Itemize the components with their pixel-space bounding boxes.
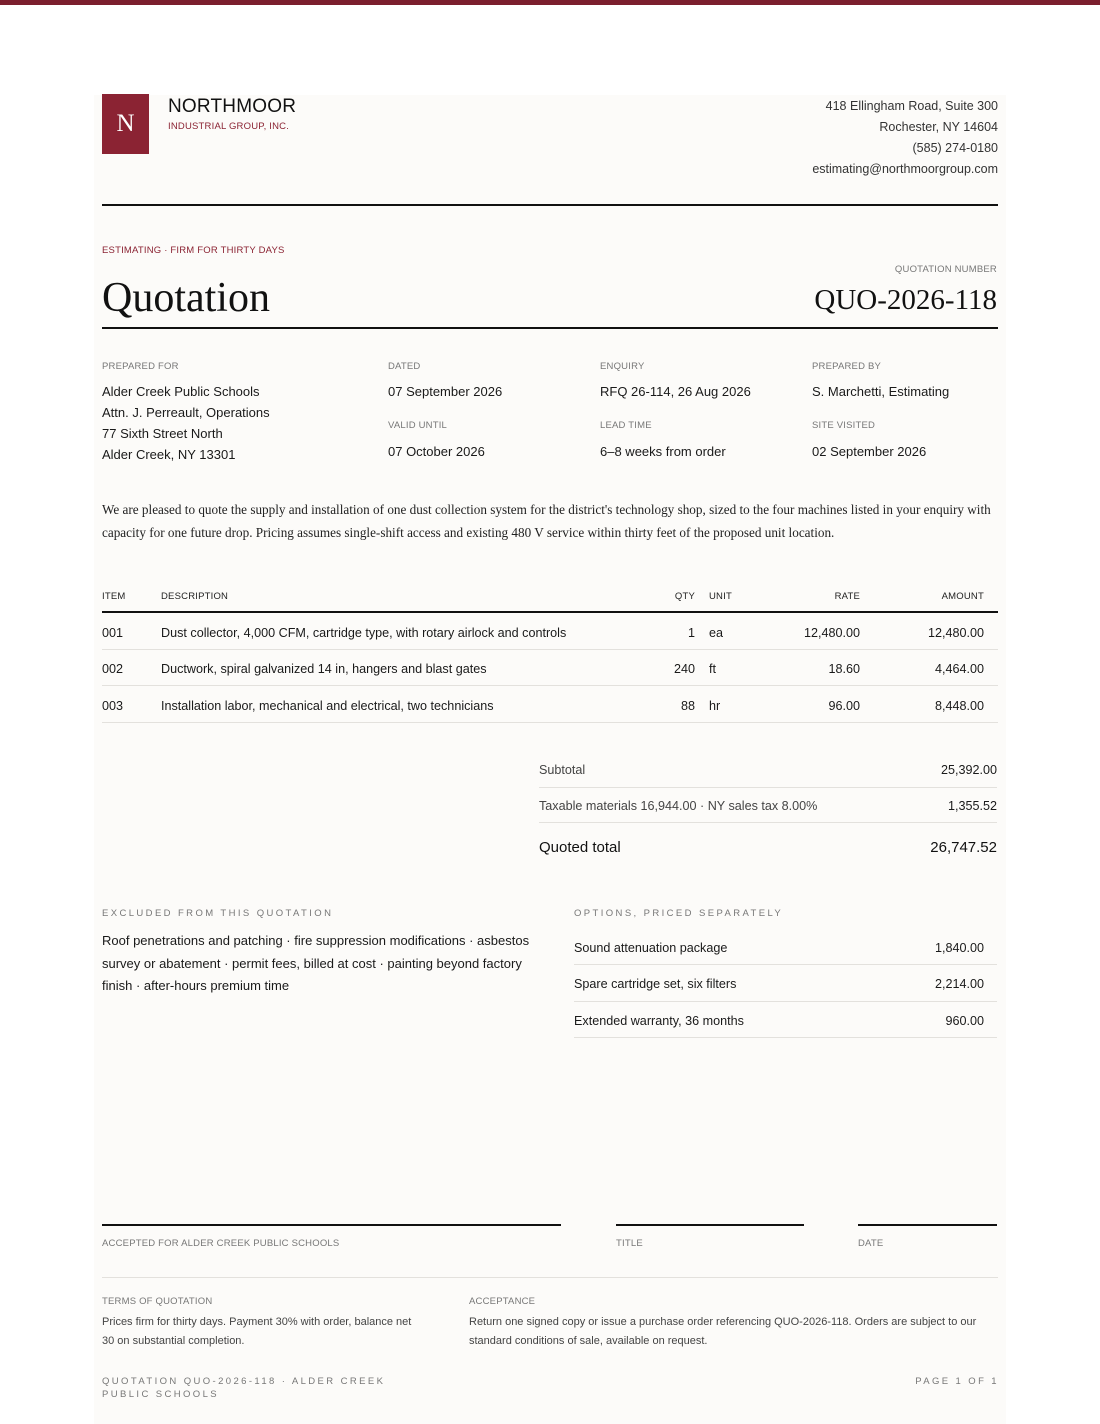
- acceptance-line: Return one signed copy or issue a purchase order referencing QUO-2026-118. Orders are subject to our: [469, 1316, 977, 1328]
- exclusions-label: EXCLUDED FROM THIS QUOTATION: [102, 908, 334, 919]
- client-city: Alder Creek, NY 13301: [102, 447, 236, 462]
- enquiry-value: RFQ 26-114, 26 Aug 2026: [600, 384, 751, 399]
- client-attention: Attn. J. Perreault, Operations: [102, 405, 270, 420]
- header-divider: [102, 204, 998, 206]
- valid-until-label: VALID UNTIL: [388, 420, 448, 431]
- quoted-total-label: Quoted total: [539, 839, 621, 856]
- row-item: 001: [102, 626, 124, 640]
- column-header-item: ITEM: [102, 591, 126, 602]
- subtotal-value: 25,392.00: [940, 763, 997, 777]
- company-phone: (585) 274-0180: [912, 141, 998, 155]
- exclusions-line: survey or abatement · permit fees, billed at cost · painting beyond factory: [102, 956, 522, 971]
- terms-divider: [102, 1277, 998, 1278]
- column-header-rate: RATE: [834, 591, 860, 602]
- company-address-line: 418 Ellingham Road, Suite 300: [825, 99, 998, 113]
- title-divider: [102, 327, 998, 329]
- page-title: Quotation: [102, 275, 270, 321]
- subtotal-label: Subtotal: [539, 763, 586, 777]
- dated-value: 07 September 2026: [388, 384, 503, 399]
- row-description: Ductwork, spiral galvanized 14 in, hangers and blast gates: [161, 662, 487, 676]
- row-divider: [102, 685, 998, 686]
- quoted-total-value: 26,747.52: [930, 839, 997, 856]
- signature-line-accepted[interactable]: [102, 1224, 561, 1226]
- option-price: 1,840.00: [934, 941, 984, 955]
- row-qty: 240: [673, 662, 695, 676]
- option-name: Sound attenuation package: [574, 941, 728, 955]
- prepared-for-label: PREPARED FOR: [102, 361, 179, 372]
- column-header-qty: QTY: [674, 591, 695, 602]
- client-name: Alder Creek Public Schools: [102, 384, 260, 399]
- row-unit: ea: [709, 626, 724, 640]
- option-divider: [574, 964, 997, 965]
- quotation-number-label: QUOTATION NUMBER: [894, 264, 997, 275]
- company-address-line: Rochester, NY 14604: [879, 120, 998, 134]
- row-unit: hr: [709, 699, 721, 713]
- row-description: Dust collector, 4,000 CFM, cartridge type, with rotary airlock and controls: [161, 626, 567, 640]
- logo-letter: N: [116, 110, 135, 137]
- row-qty: 88: [680, 699, 695, 713]
- tax-label: Taxable materials 16,944.00 · NY sales tax 8.00%: [539, 799, 818, 813]
- acceptance-label: ACCEPTANCE: [469, 1296, 536, 1307]
- options-label: OPTIONS, PRICED SEPARATELY: [574, 908, 784, 919]
- terms-line: Prices firm for thirty days. Payment 30% with order, balance net: [102, 1316, 412, 1328]
- valid-until-value: 07 October 2026: [388, 444, 485, 459]
- prepared-by-label: PREPARED BY: [812, 361, 882, 372]
- date-label: DATE: [858, 1238, 884, 1249]
- totals-divider: [539, 787, 997, 788]
- accepted-for-label: ACCEPTED FOR ALDER CREEK PUBLIC SCHOOLS: [102, 1238, 340, 1249]
- acceptance-line: standard conditions of sale, available on request.: [469, 1335, 708, 1347]
- lead-time-label: LEAD TIME: [600, 420, 652, 431]
- company-subtitle: INDUSTRIAL GROUP, INC.: [168, 121, 290, 132]
- row-amount: 4,464.00: [934, 662, 984, 676]
- option-divider: [574, 1001, 997, 1002]
- exclusions-line: finish · after-hours premium time: [102, 978, 290, 993]
- column-header-description: DESCRIPTION: [161, 591, 229, 602]
- table-header-divider: [102, 611, 998, 613]
- tax-value: 1,355.52: [947, 799, 997, 813]
- footer-reference-continued: PUBLIC SCHOOLS: [102, 1389, 220, 1400]
- dated-label: DATED: [388, 361, 421, 372]
- client-street: 77 Sixth Street North: [102, 426, 223, 441]
- document-kicker: ESTIMATING · FIRM FOR THIRTY DAYS: [102, 245, 285, 256]
- column-header-unit: UNIT: [709, 591, 732, 602]
- row-amount: 8,448.00: [934, 699, 984, 713]
- prepared-by-value: S. Marchetti, Estimating: [812, 384, 950, 399]
- quotation-number: QUO-2026-118: [814, 284, 997, 316]
- site-visited-label: SITE VISITED: [812, 420, 876, 431]
- enquiry-label: ENQUIRY: [600, 361, 645, 372]
- option-name: Extended warranty, 36 months: [574, 1014, 744, 1028]
- lead-time-value: 6–8 weeks from order: [600, 444, 726, 459]
- totals-divider: [539, 822, 997, 823]
- option-name: Spare cartridge set, six filters: [574, 977, 737, 991]
- column-header-amount: AMOUNT: [941, 591, 984, 602]
- row-divider: [102, 722, 998, 723]
- option-price: 2,214.00: [934, 977, 984, 991]
- option-price: 960.00: [945, 1014, 984, 1028]
- row-item: 003: [102, 699, 124, 713]
- row-qty: 1: [687, 626, 695, 640]
- row-amount: 12,480.00: [927, 626, 984, 640]
- site-visited-value: 02 September 2026: [812, 444, 927, 459]
- row-unit: ft: [709, 662, 716, 676]
- row-divider: [102, 649, 998, 650]
- exclusions-line: Roof penetrations and patching · fire suppression modifications · asbestos: [102, 933, 530, 948]
- signature-line-title[interactable]: [616, 1224, 804, 1226]
- title-label: TITLE: [616, 1238, 643, 1249]
- row-item: 002: [102, 662, 124, 676]
- page-number: PAGE 1 OF 1: [915, 1376, 999, 1387]
- terms-label: TERMS OF QUOTATION: [102, 1296, 213, 1307]
- top-accent-bar: [0, 0, 1100, 5]
- company-email[interactable]: estimating@northmoorgroup.com: [812, 162, 998, 176]
- option-divider: [574, 1037, 997, 1038]
- signature-line-date[interactable]: [858, 1224, 997, 1226]
- row-description: Installation labor, mechanical and electrical, two technicians: [161, 699, 494, 713]
- footer-reference: QUOTATION QUO-2026-118 · ALDER CREEK: [102, 1376, 386, 1387]
- company-name: NORTHMOOR: [168, 96, 297, 117]
- company-logo: [102, 94, 149, 154]
- row-rate: 96.00: [828, 699, 860, 713]
- row-rate: 12,480.00: [803, 626, 860, 640]
- intro-paragraph: We are pleased to quote the supply and installation of one dust collection system for the district's technology shop, sized to the four machines listed in your enquiry with capacity for one future drop. Pricing assumes single-shift access and existing 480 V service within thirty feet of the proposed unit location.: [102, 502, 991, 540]
- terms-line: 30 on substantial completion.: [102, 1335, 245, 1347]
- row-rate: 18.60: [828, 662, 860, 676]
